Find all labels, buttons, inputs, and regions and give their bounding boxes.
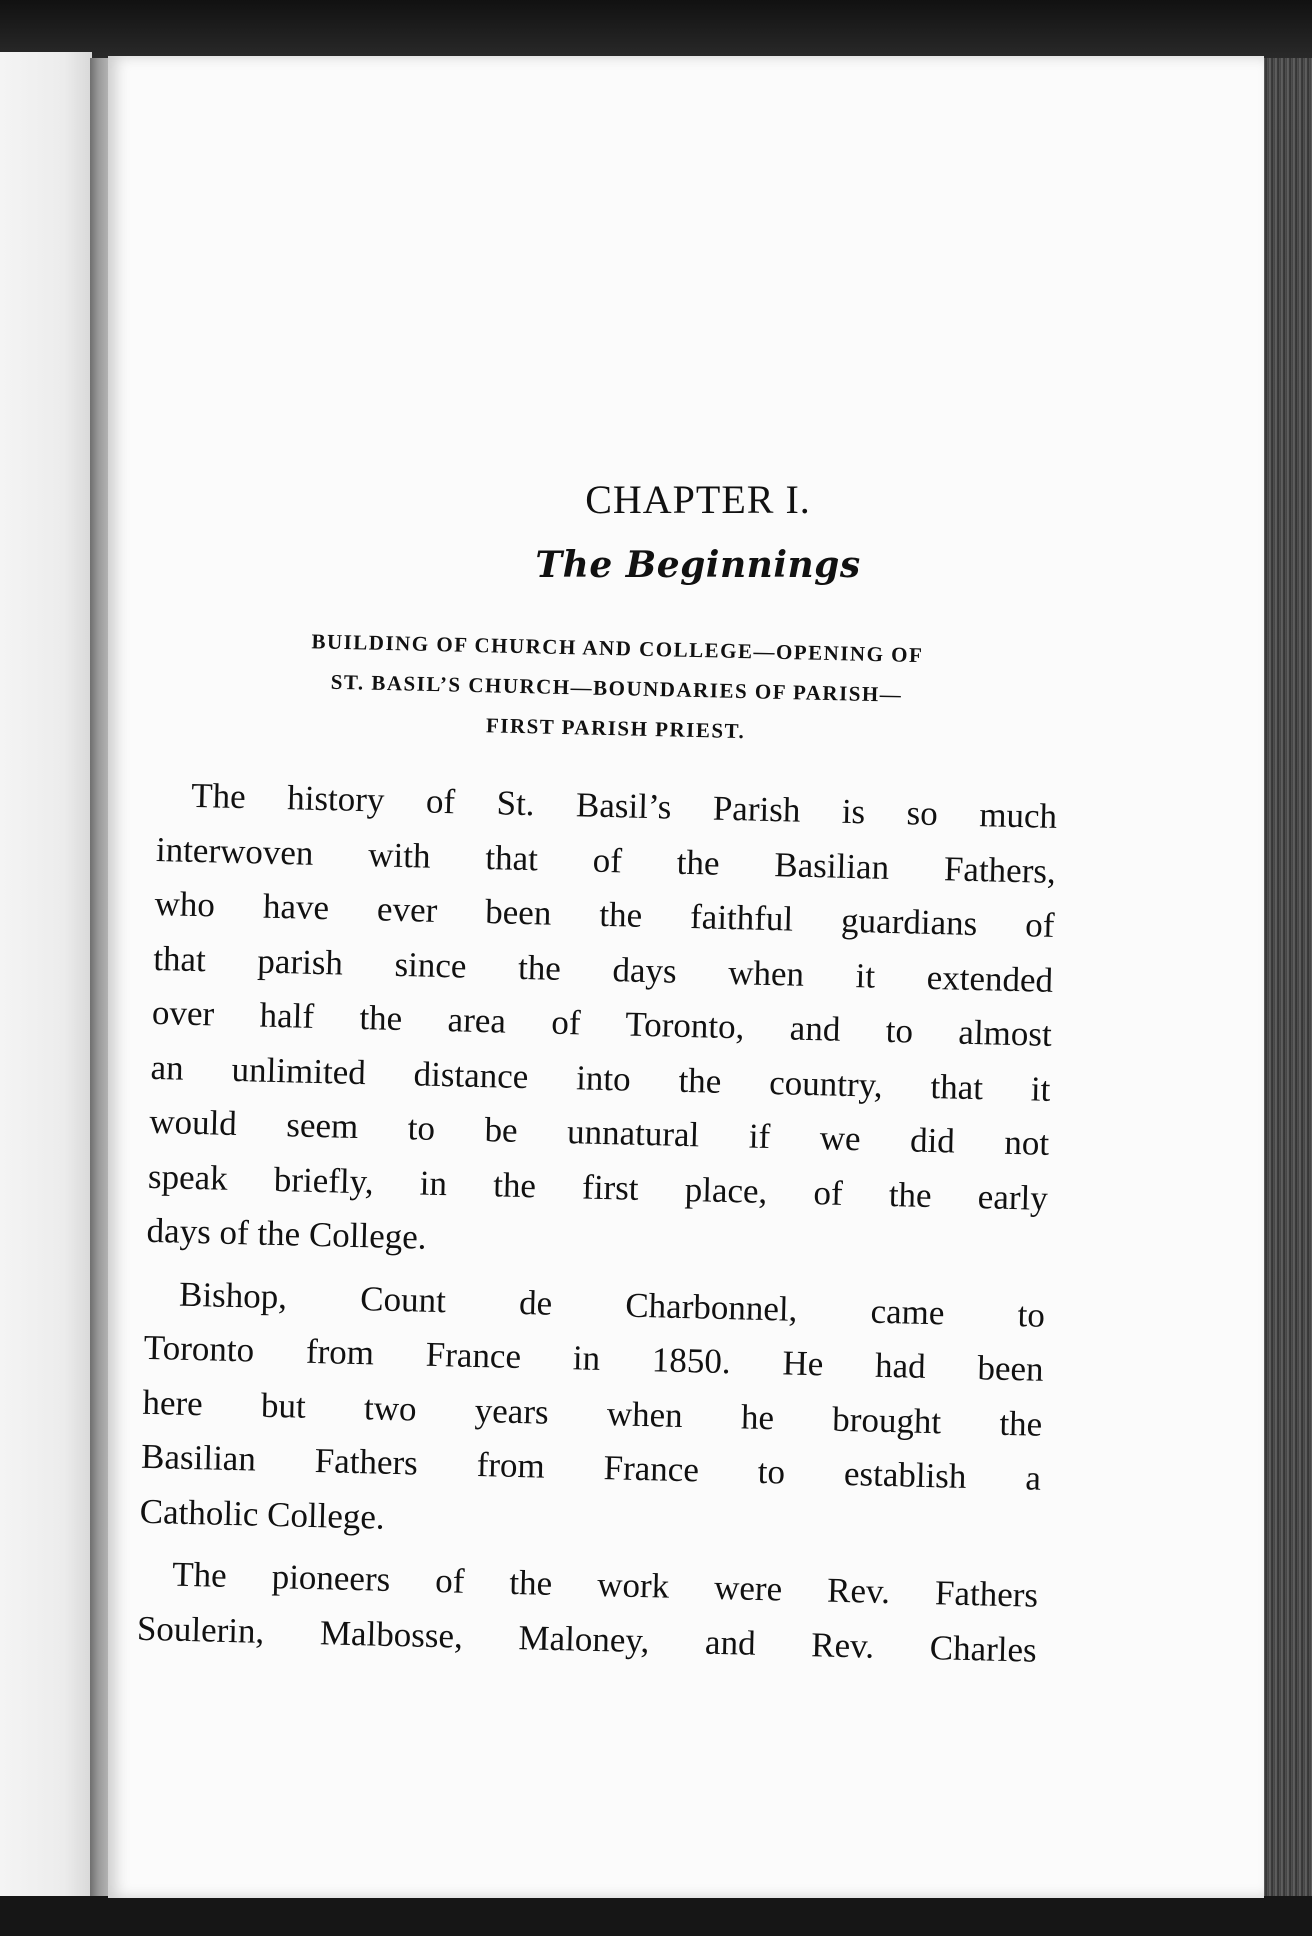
text-line: The history of St. Basil’s Parish is so much — [190, 775, 1058, 836]
text-line: days of the College. — [146, 1210, 428, 1257]
scan-bottom-border — [0, 1896, 1312, 1936]
paragraph-2 — [139, 1266, 1045, 1560]
chapter-summary-line: FIRST PARISH PRIEST. — [485, 713, 746, 744]
text-line: Bishop, Count de Charbonnel, came to — [178, 1274, 1046, 1335]
book-page — [108, 56, 1264, 1898]
text-line: Basilian Fathers from France to establish a — [140, 1436, 1042, 1498]
chapter-title: The Beginnings — [535, 544, 861, 586]
paragraph-3 — [136, 1547, 1038, 1678]
text-line: Catholic College. — [139, 1491, 386, 1537]
paragraph-1 — [146, 768, 1058, 1280]
text-line: Toronto from France in 1850. He had been — [143, 1327, 1045, 1389]
text-line: who have ever been the faithful guardians of — [154, 883, 1055, 945]
text-line: an unlimited distance into the country, that it — [150, 1047, 1051, 1109]
body-text — [136, 768, 1058, 1686]
chapter-summary — [165, 618, 1067, 758]
text-line: that parish since the days when it extended — [152, 938, 1054, 1000]
text-line: speak briefly, in the first place, of the early — [147, 1156, 1049, 1218]
chapter-summary-line: BUILDING OF CHURCH AND COLLEGE—OPENING OF — [311, 629, 924, 668]
chapter-heading: CHAPTER I. — [585, 477, 811, 522]
text-line: would seem to be unnatural if we did not — [148, 1101, 1050, 1163]
facing-page-edge — [0, 52, 92, 1902]
text-line: interwoven with that of the Basilian Fathers, — [155, 829, 1057, 891]
text-line: over half the area of Toronto, and to almost — [151, 992, 1053, 1054]
scan-top-border — [0, 0, 1312, 60]
text-line: here but two years when he brought the — [142, 1382, 1043, 1444]
stacked-page-edges — [1262, 58, 1312, 1898]
text-line: Soulerin, Malbosse, Maloney, and Rev. Charles — [136, 1608, 1038, 1670]
chapter-summary-line: ST. BASIL’S CHURCH—BOUNDARIES OF PARISH— — [330, 669, 903, 707]
text-line: The pioneers of the work were Rev. Fathers — [171, 1554, 1039, 1615]
